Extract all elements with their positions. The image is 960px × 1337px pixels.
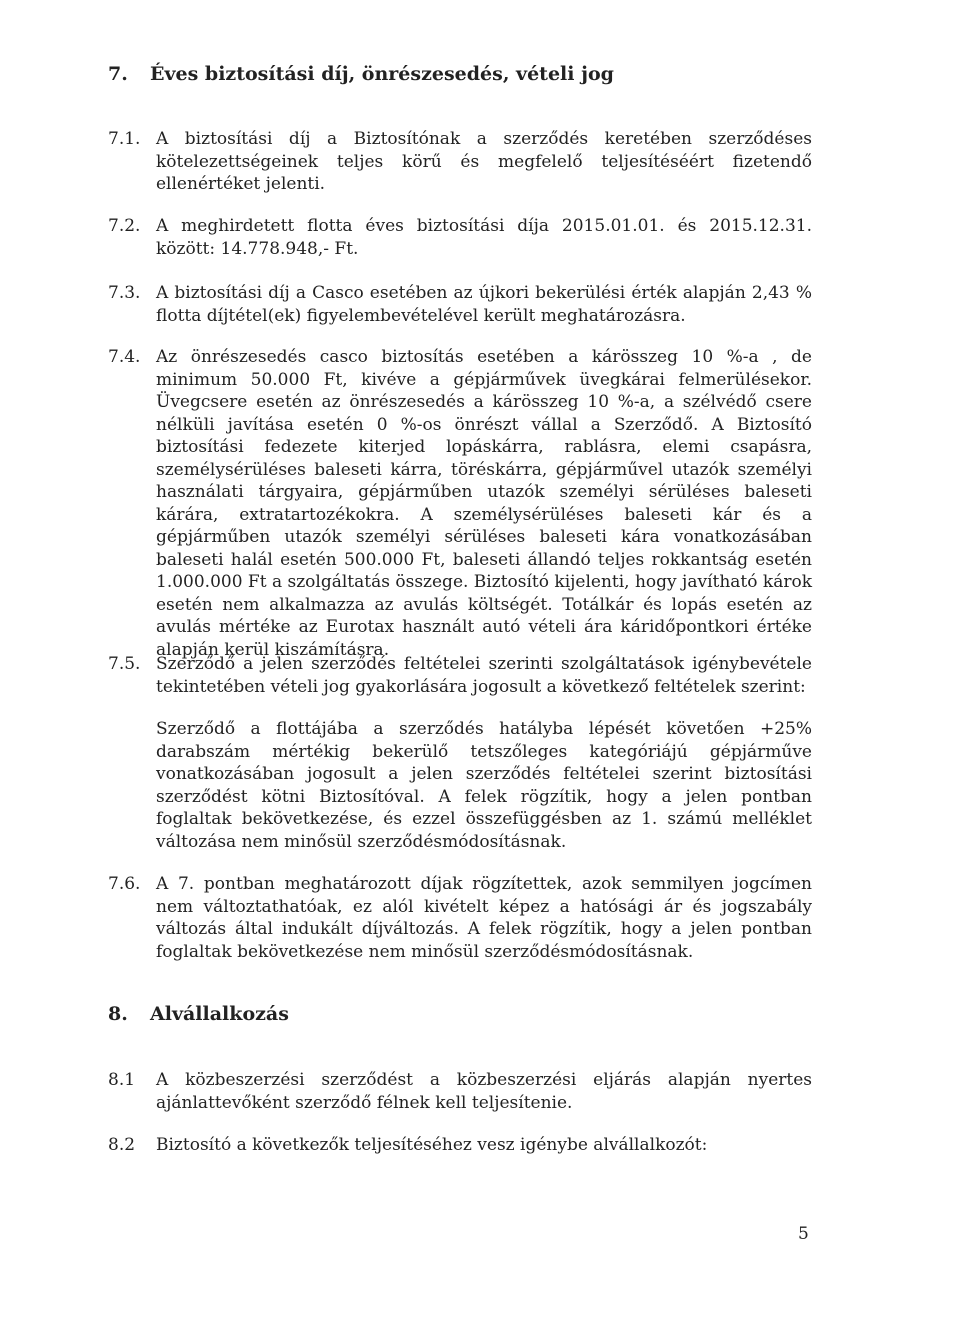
clause-text: A biztosítási díj a Casco esetében az újkori bekerülési érték alapján 2,43 % flotta díjtétel(ek) figyelembevételével került meghatározásra. bbox=[156, 283, 812, 326]
section-7-heading bbox=[108, 62, 614, 86]
section-7-number: 7. bbox=[108, 63, 128, 85]
section-7-title: Éves biztosítási díj, önrészesedés, vételi jog bbox=[150, 63, 614, 85]
clause-number: 7.1. bbox=[108, 129, 141, 149]
clause-text: Biztosító a következők teljesítéséhez vesz igénybe alvállalkozót: bbox=[156, 1135, 708, 1155]
clause-8-2 bbox=[108, 1134, 812, 1157]
clause-7-3 bbox=[108, 282, 812, 327]
clause-text: Szerződő a jelen szerződés feltételei szerinti szolgáltatások igénybevétele tekintetében vételi jog gyakorlására jogosult a következő feltételek szerint: bbox=[156, 654, 812, 697]
clause-text: A közbeszerzési szerződést a közbeszerzési eljárás alapján nyertes ajánlattevőként szerződő félnek kell teljesítenie. bbox=[156, 1070, 812, 1113]
section-8-title: Alvállalkozás bbox=[150, 1003, 289, 1025]
clause-text: A 7. pontban meghatározott díjak rögzítettek, azok semmilyen jogcímen nem változtathatóak, ez alól kivételt képez a hatósági ár és jogszabály változás által indukált díjváltozás. A felek rögzítik, hogy a jelen pontban foglaltak bekövetkezése nem minősül szerződésmódosításnak. bbox=[156, 874, 812, 962]
clause-7-5 bbox=[108, 653, 812, 853]
clause-7-6 bbox=[108, 873, 812, 963]
clause-number: 8.2 bbox=[108, 1135, 136, 1155]
section-8-heading bbox=[108, 1002, 289, 1026]
clause-number: 7.4. bbox=[108, 347, 141, 367]
clause-7-2 bbox=[108, 215, 812, 260]
clause-number: 7.2. bbox=[108, 216, 141, 236]
clause-number: 7.6. bbox=[108, 874, 141, 894]
clause-text: A biztosítási díj a Biztosítónak a szerződés keretében szerződéses kötelezettségeinek teljes körű és megfelelő teljesítéséért fizetendő ellenértéket jelenti. bbox=[156, 129, 812, 194]
clause-number: 7.5. bbox=[108, 654, 141, 674]
clause-7-1 bbox=[108, 128, 812, 196]
clause-text: Szerződő a flottájába a szerződés hatályba lépését követően +25% darabszám mértékig bekerülő tetszőleges kategóriájú gépjárműve vonatkozásában jogosult a jelen szerződés feltételei szerint biztosítási szerződést kötni Biztosítóval. A felek rögzítik, hogy a jelen pontban foglaltak bekövetkezése, és ezzel összefüggésben az 1. számú melléklet változása nem minősül szerződésmódosításnak. bbox=[156, 719, 812, 852]
clause-number: 7.3. bbox=[108, 283, 141, 303]
clause-text: Az önrészesedés casco biztosítás esetében a kárösszeg 10 %-a , de minimum 50.000 Ft, kivéve a gépjárművek üvegkárai felmerülésekor. Üvegcsere esetén az önrészesedés a kárösszeg 10 %-a, a szélvédő csere nélküli javítása esetén 0 %-os önrészt vállal a Szerződő. A Biztosító biztosítási fedezete kiterjed lopáskárra, rablásra, elemi csapásra, személysérüléses baleseti kárra, töréskárra, gépjárművel utazók személyi használati tárgyaira, gépjárműben utazók személyi sérüléses baleseti kárára, extratartozékokra. A személysérüléses baleseti kár és a gépjárműben utazók személyi sérüléses baleseti kára vonatkozásában baleseti halál esetén 500.000 Ft, baleseti állandó teljes rokkantság esetén 1.000.000 Ft a szolgáltatás összege. Biztosító kijelenti, hogy javítható károk esetén nem alkalmazza az avulás költségét. Totálkár és lopás esetén az avulás mértéke az Eurotax használt autó vételi ára káridőpontkori értéke alapján kerül kiszámításra. bbox=[156, 347, 812, 660]
page-number: 5 bbox=[798, 1224, 809, 1244]
clause-text: A meghirdetett flotta éves biztosítási díja 2015.01.01. és 2015.12.31. között: 14.778.948,- Ft. bbox=[156, 216, 812, 259]
clause-number: 8.1 bbox=[108, 1070, 136, 1090]
section-8-number: 8. bbox=[108, 1003, 128, 1025]
clause-8-1 bbox=[108, 1069, 812, 1114]
clause-7-4 bbox=[108, 346, 812, 661]
